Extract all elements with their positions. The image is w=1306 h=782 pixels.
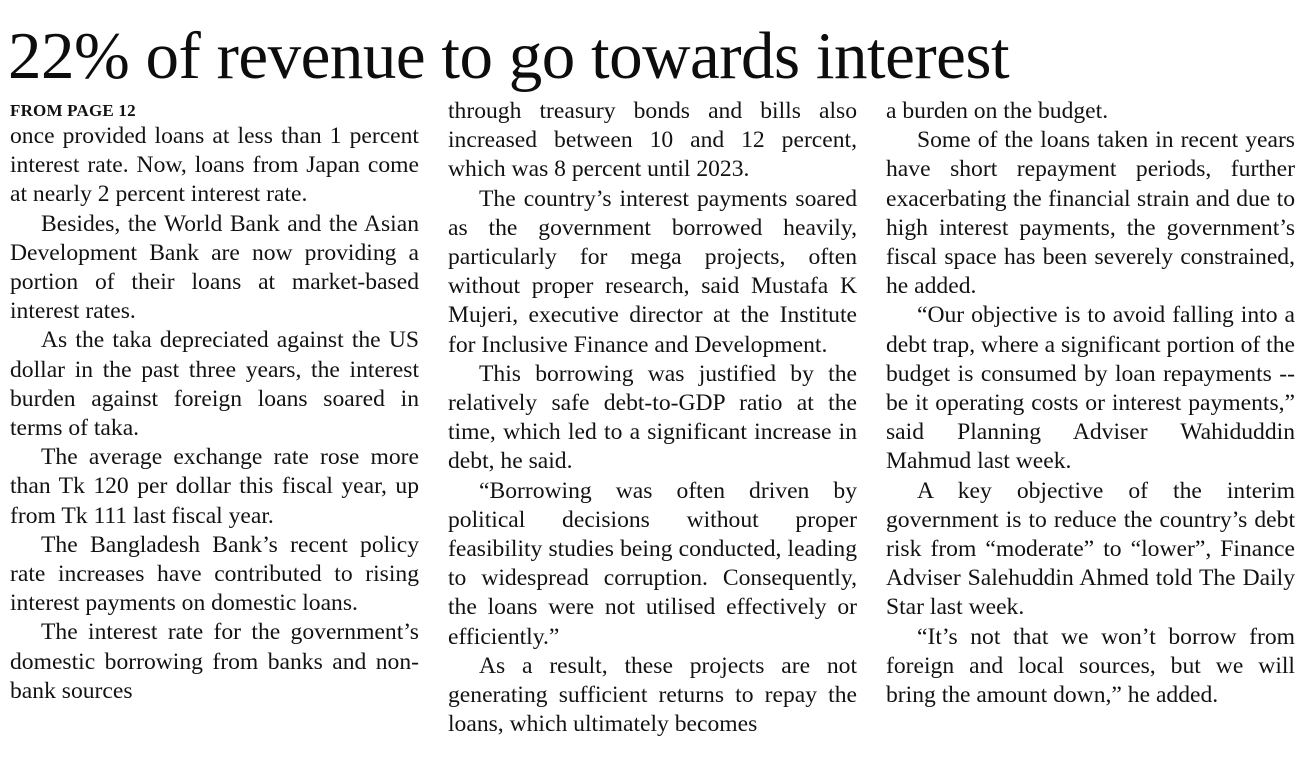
paragraph: The interest rate for the government’s domestic borrowing from banks and non-bank sources bbox=[10, 619, 419, 704]
paragraph: The country’s interest payments soared as the government borrowed heavily, particularly for mega projects, often without proper research, said Mustafa K Mujeri, executive director at the Institute for Inclusive Finance and Development. bbox=[448, 185, 857, 358]
paragraph: through treasury bonds and bills also increased between 10 and 12 percent, which was 8 percent until 2023. bbox=[448, 98, 857, 183]
paragraph: The average exchange rate rose more than Tk 120 per dollar this fiscal year, up from Tk 111 last fiscal year. bbox=[10, 444, 419, 529]
paragraph: As a result, these projects are not generating sufficient returns to repay the loans, which ultimately becomes bbox=[448, 652, 857, 738]
paragraph: once provided loans at less than 1 percent interest rate. Now, loans from Japan come at nearly 2 percent interest rate. bbox=[10, 123, 419, 208]
paragraph: “Our objective is to avoid falling into a debt trap, where a significant portion of the budget is consumed by loan repayments -- be it operating costs or interest payments,” said Planning Adviser Wahiduddin Mahmud last week. bbox=[886, 302, 1295, 475]
paragraph: Some of the loans taken in recent years have short repayment periods, further exacerbating the financial strain and due to high interest payments, the government’s fiscal space has been severely constrained, he added. bbox=[886, 127, 1295, 300]
article-column-3 bbox=[886, 97, 1295, 710]
paragraph: A key objective of the interim government is to reduce the country’s debt risk from “moderate” to “lower”, Finance Adviser Salehuddin Ahmed told The Daily Star last week. bbox=[886, 477, 1295, 621]
article-column-2 bbox=[448, 97, 857, 739]
paragraph: “It’s not that we won’t borrow from foreign and local sources, but we will bring the amount down,” he added. bbox=[886, 623, 1295, 709]
paragraph: a burden on the budget. bbox=[886, 98, 1109, 124]
paragraph: As the taka depreciated against the US dollar in the past three years, the interest burden against foreign loans soared in terms of taka. bbox=[10, 327, 419, 442]
paragraph: “Borrowing was often driven by political decisions without proper feasibility studies being conducted, leading to widespread corruption. Consequently, the loans were not utilised effectively or efficiently.” bbox=[448, 477, 857, 650]
paragraph: This borrowing was justified by the relatively safe debt-to-GDP ratio at the time, which led to a significant increase in debt, he said. bbox=[448, 360, 857, 475]
continued-from-label: FROM PAGE 12 bbox=[10, 101, 136, 120]
paragraph: The Bangladesh Bank’s recent policy rate increases have contributed to rising interest payments on domestic loans. bbox=[10, 531, 419, 617]
headline: 22% of revenue to go towards interest bbox=[8, 19, 1010, 93]
paragraph: Besides, the World Bank and the Asian Development Bank are now providing a portion of their loans at market-based interest rates. bbox=[10, 210, 419, 325]
article-column-1 bbox=[10, 97, 419, 706]
